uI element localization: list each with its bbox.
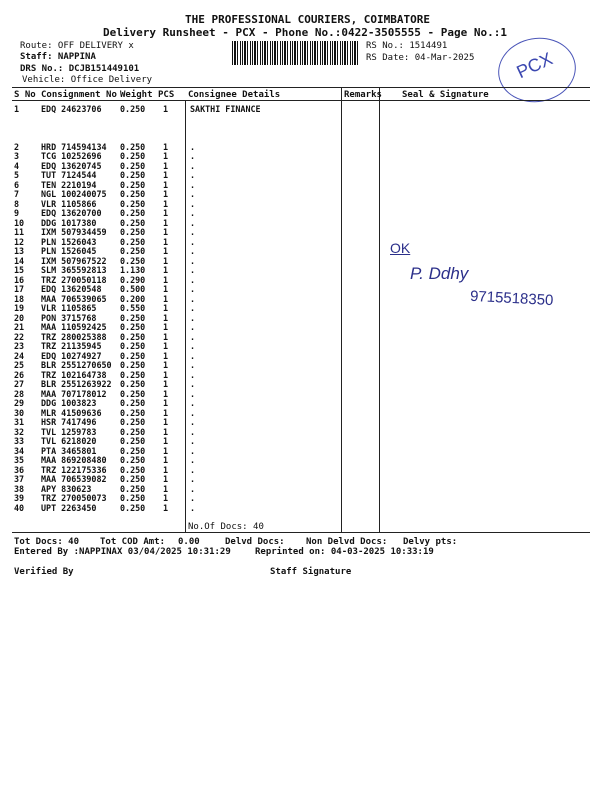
row-consignee-details: . [190,502,196,513]
row-pcs: 1 [163,407,169,418]
row-weight: 0.250 [120,322,146,332]
row-consignee-details: . [190,417,196,427]
row-sno: 4 [14,160,20,171]
row-weight: 0.550 [120,303,146,313]
handwritten-signature: P. Ddhy [410,264,469,283]
row-consignment-no: SLM 365592813 [41,265,107,275]
row-weight: 0.250 [120,104,146,114]
row-weight: 0.250 [120,407,146,418]
row-pcs: 1 [163,417,169,427]
row-consignment-no: TVL 1259783 [41,426,97,437]
row-consignment-no: MAA 706539065 [41,293,107,304]
row-consignment-no: BLR 2551263922 [41,379,112,389]
row-pcs: 1 [163,502,169,513]
row-pcs: 1 [163,331,169,342]
row-pcs: 1 [163,445,169,456]
row-consignment-no: MAA 706539082 [41,474,107,484]
row-pcs: 1 [163,483,169,494]
row-sno: 18 [14,293,25,304]
row-sno: 22 [14,331,25,342]
seal-column-divider [379,87,380,532]
table-header-border [12,100,590,101]
row-sno: 12 [14,236,25,247]
row-weight: 0.250 [120,388,146,399]
row-consignment-no: TRZ 122175336 [41,464,107,475]
row-sno: 26 [14,369,25,380]
row-sno: 2 [14,141,20,152]
row-consignee-details: . [190,208,196,218]
row-consignment-no: EDQ 13620745 [41,160,102,171]
row-pcs: 1 [163,493,169,503]
row-weight: 0.250 [120,398,146,408]
row-consignment-no: PLN 1526045 [41,246,97,256]
row-weight: 0.250 [120,208,146,218]
row-sno: 20 [14,312,25,323]
row-pcs: 1 [163,265,169,275]
total-cod-label: Tot COD Amt: [100,537,166,547]
row-consignee-details: . [190,464,196,475]
row-pcs: 1 [163,255,169,266]
row-consignee-details: . [190,265,196,275]
row-weight: 0.250 [120,179,146,190]
delivered-docs: Delvd Docs: [225,537,285,547]
row-pcs: 1 [163,350,169,361]
vehicle-label: Vehicle: Office Delivery [22,75,153,85]
row-pcs: 1 [163,379,169,389]
row-consignment-no: MLR 41509636 [41,407,102,418]
row-consignee-details: . [190,350,196,361]
row-pcs: 1 [163,436,169,446]
row-consignee-details: . [190,398,196,408]
row-pcs: 1 [163,208,169,218]
row-consignment-no: TRZ 280025388 [41,331,107,342]
table-row [14,105,350,115]
row-consignee-details: . [190,160,196,171]
row-sno: 1 [14,104,20,114]
row-sno: 8 [14,198,20,209]
col-pcs: PCS [158,90,175,100]
row-consignment-no: MAA 707178012 [41,388,107,399]
row-sno: 11 [14,227,25,237]
row-sno: 23 [14,341,25,351]
reprinted-on: Reprinted on: 04-03-2025 10:33:19 [255,547,434,557]
row-sno: 9 [14,208,20,218]
row-consignee-details: . [190,341,196,351]
col-weight: Weight [120,90,153,100]
row-consignment-no: UPT 2263450 [41,502,97,513]
row-pcs: 1 [163,151,169,161]
row-consignment-no: NGL 100240075 [41,189,107,199]
staff-label: Staff: NAPPINA [20,52,96,62]
row-consignee-details: . [190,312,196,323]
table-row [14,504,350,514]
row-weight: 0.250 [120,246,146,256]
row-pcs: 1 [163,284,169,294]
row-consignee-details: . [190,493,196,503]
row-sno: 27 [14,379,25,389]
row-pcs: 1 [163,341,169,351]
col-consignment: Consignment No [41,90,117,100]
row-spacer [14,115,350,143]
row-pcs: 1 [163,160,169,171]
row-weight: 0.250 [120,217,146,228]
row-consignment-no: EDQ 13620548 [41,284,102,294]
row-sno: 34 [14,445,25,456]
row-pcs: 1 [163,426,169,437]
row-pcs: 1 [163,246,169,256]
row-pcs: 1 [163,274,169,285]
row-consignee-details: . [190,293,196,304]
row-consignment-no: VLR 1105865 [41,303,97,313]
row-weight: 0.500 [120,284,146,294]
row-pcs: 1 [163,455,169,465]
row-consignment-no: MAA 110592425 [41,322,107,332]
row-weight: 0.250 [120,464,146,475]
row-weight: 0.250 [120,502,146,513]
row-consignment-no: TEN 2210194 [41,179,97,190]
row-consignee-details: SAKTHI FINANCE [190,104,261,114]
row-consignee-details: . [190,436,196,446]
row-sno: 31 [14,417,25,427]
staff-signature: Staff Signature [270,567,352,577]
col-consignee-details: Consignee Details [188,90,281,100]
row-pcs: 1 [163,170,169,180]
row-pcs: 1 [163,236,169,247]
handwritten-phone: 9715518350 [469,287,554,310]
row-consignee-details: . [190,274,196,285]
row-consignee-details: . [190,303,196,313]
row-sno: 7 [14,189,20,199]
row-weight: 0.250 [120,426,146,437]
row-sno: 21 [14,322,25,332]
row-weight: 0.250 [120,227,146,237]
row-weight: 0.250 [120,236,146,247]
row-consignment-no: PTA 3465801 [41,445,97,456]
row-consignment-no: DDG 1017380 [41,217,97,228]
row-consignment-no: APY 830623 [41,483,92,494]
row-weight: 0.250 [120,445,146,456]
row-consignee-details: . [190,483,196,494]
row-consignment-no: EDQ 10274927 [41,350,102,361]
row-weight: 0.250 [120,350,146,361]
row-consignment-no: BLR 2551270650 [41,360,112,370]
row-consignee-details: . [190,445,196,456]
row-weight: 0.250 [120,312,146,323]
row-consignee-details: . [190,236,196,247]
row-consignment-no: TRZ 270050118 [41,274,107,285]
row-sno: 15 [14,265,25,275]
row-consignee-details: . [190,455,196,465]
row-weight: 0.250 [120,151,146,161]
rs-number: RS No.: 1514491 [366,41,448,51]
row-weight: 0.250 [120,255,146,266]
row-consignment-no: TRZ 270050073 [41,493,107,503]
row-weight: 1.130 [120,265,146,275]
row-weight: 0.250 [120,417,146,427]
row-consignment-no: MAA 869208480 [41,455,107,465]
row-sno: 35 [14,455,25,465]
row-sno: 40 [14,502,25,513]
row-pcs: 1 [163,104,169,114]
table-bottom-border [12,532,590,533]
total-docs: Tot Docs: 40 [14,537,80,547]
row-sno: 19 [14,303,25,313]
row-sno: 30 [14,407,25,418]
row-sno: 39 [14,493,25,503]
row-consignment-no: DDG 1003823 [41,398,97,408]
row-consignment-no: EDQ 13620700 [41,208,102,218]
barcode [232,41,360,65]
row-consignee-details: . [190,246,196,256]
row-sno: 13 [14,246,25,256]
delivery-points: Delvy pts: [403,537,458,547]
row-consignee-details: . [190,227,196,237]
row-pcs: 1 [163,360,169,370]
col-seal-signature: Seal & Signature [402,90,489,100]
row-consignee-details: . [190,474,196,484]
row-pcs: 1 [163,369,169,380]
row-consignment-no: TRZ 21135945 [41,341,102,351]
row-consignment-no: TRZ 102164738 [41,369,107,380]
non-delivered-docs: Non Delvd Docs: [306,537,388,547]
rs-date: RS Date: 04-Mar-2025 [366,53,475,63]
row-sno: 6 [14,179,20,190]
row-consignment-no: TVL 6218020 [41,436,97,446]
table-top-border [12,87,590,88]
row-consignee-details: . [190,360,196,370]
row-pcs: 1 [163,474,169,484]
row-consignment-no: TUT 7124544 [41,170,97,180]
row-consignment-no: HRD 714594134 [41,141,107,152]
col-sno: S No [14,90,36,100]
row-weight: 0.250 [120,436,146,446]
row-consignee-details: . [190,388,196,399]
row-sno: 10 [14,217,25,228]
row-consignee-details: . [190,141,196,152]
row-pcs: 1 [163,303,169,313]
row-weight: 0.290 [120,274,146,285]
row-weight: 0.250 [120,474,146,484]
row-sno: 38 [14,483,25,494]
row-pcs: 1 [163,198,169,209]
row-pcs: 1 [163,293,169,304]
row-pcs: 1 [163,189,169,199]
row-consignee-details: . [190,426,196,437]
row-weight: 0.250 [120,379,146,389]
row-weight: 0.250 [120,483,146,494]
row-sno: 29 [14,398,25,408]
runsheet-title: Delivery Runsheet - PCX - Phone No.:0422-3505555 - Page No.:1 [103,26,507,39]
row-consignment-no: TCG 10252696 [41,151,102,161]
row-consignee-details: . [190,151,196,161]
row-pcs: 1 [163,312,169,323]
row-pcs: 1 [163,464,169,475]
row-consignee-details: . [190,407,196,418]
row-weight: 0.250 [120,369,146,380]
row-consignment-no: IXM 507934459 [41,227,107,237]
row-consignee-details: . [190,379,196,389]
row-consignment-no: PON 3715768 [41,312,97,323]
pcx-stamp: PCX [493,32,581,109]
total-cod-value: 0.00 [178,537,200,547]
row-sno: 36 [14,464,25,475]
row-weight: 0.250 [120,160,146,171]
row-sno: 33 [14,436,25,446]
handwritten-ok: OK [390,240,411,256]
row-weight: 0.250 [120,493,146,503]
row-sno: 5 [14,170,20,180]
row-weight: 0.250 [120,455,146,465]
row-consignment-no: VLR 1105866 [41,198,97,209]
row-sno: 14 [14,255,25,266]
row-sno: 37 [14,474,25,484]
row-consignment-no: HSR 7417496 [41,417,97,427]
row-weight: 0.250 [120,189,146,199]
row-sno: 17 [14,284,25,294]
row-pcs: 1 [163,227,169,237]
row-consignee-details: . [190,255,196,266]
row-sno: 28 [14,388,25,399]
row-consignee-details: . [190,217,196,228]
row-consignee-details: . [190,179,196,190]
row-weight: 0.200 [120,293,146,304]
verified-by: Verified By [14,567,74,577]
row-consignment-no: EDQ 24623706 [41,104,102,114]
drs-number: DRS No.: DCJB151449101 [20,64,140,74]
row-weight: 0.250 [120,331,146,342]
row-consignee-details: . [190,198,196,209]
row-weight: 0.250 [120,341,146,351]
row-sno: 24 [14,350,25,361]
row-weight: 0.250 [120,360,146,370]
row-sno: 16 [14,274,25,285]
entered-by: Entered By :NAPPINAX 03/04/2025 10:31:29 [14,547,231,557]
row-consignee-details: . [190,331,196,342]
col-remarks: Remarks [344,90,382,100]
row-weight: 0.250 [120,170,146,180]
company-name: THE PROFESSIONAL COURIERS, COIMBATORE [185,13,431,26]
row-pcs: 1 [163,398,169,408]
row-consignee-details: . [190,322,196,332]
route-label: Route: OFF DELIVERY x [20,41,134,51]
row-consignment-no: PLN 1526043 [41,236,97,247]
row-weight: 0.250 [120,141,146,152]
row-consignee-details: . [190,189,196,199]
row-weight: 0.250 [120,198,146,209]
row-sno: 25 [14,360,25,370]
row-consignee-details: . [190,369,196,380]
row-pcs: 1 [163,179,169,190]
row-pcs: 1 [163,217,169,228]
row-consignment-no: IXM 507967522 [41,255,107,266]
runsheet-table [14,105,350,513]
row-pcs: 1 [163,141,169,152]
no-of-docs: No.Of Docs: 40 [188,522,264,532]
row-pcs: 1 [163,388,169,399]
row-consignee-details: . [190,170,196,180]
row-pcs: 1 [163,322,169,332]
row-consignee-details: . [190,284,196,294]
row-sno: 3 [14,151,20,161]
row-sno: 32 [14,426,25,437]
